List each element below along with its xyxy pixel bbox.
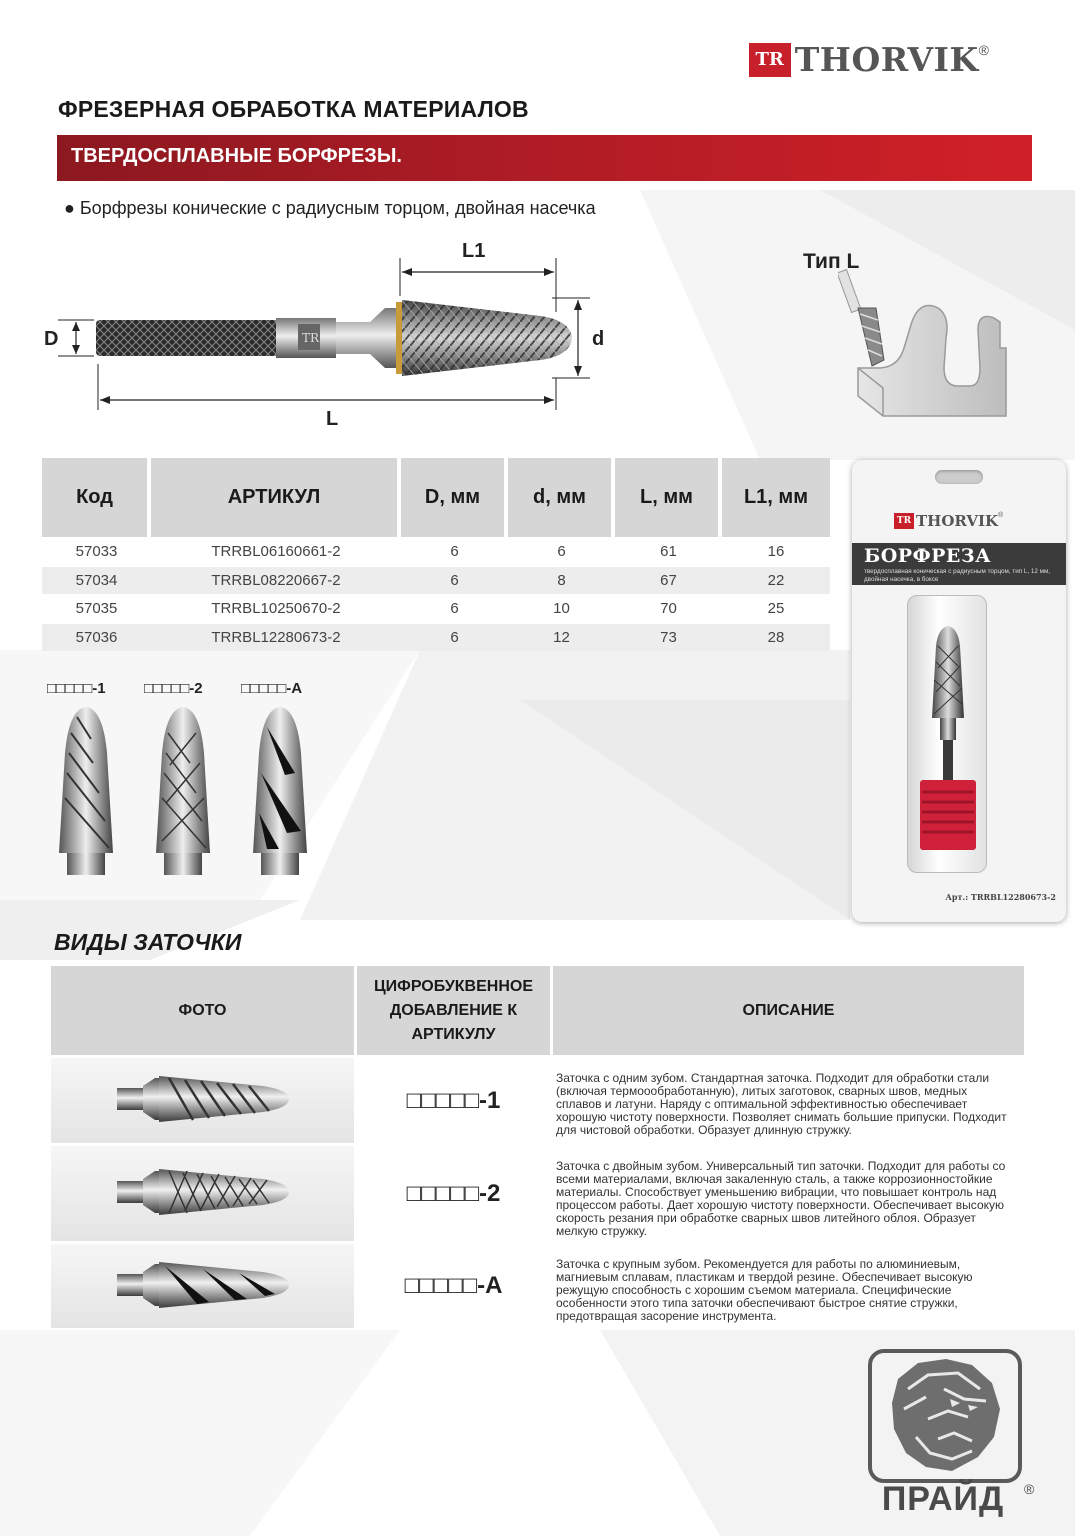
- tip-image-2: [148, 703, 218, 878]
- col-header-d: d, мм: [508, 458, 615, 537]
- tip-image-A: [245, 703, 315, 878]
- package-logo-mark: TR: [894, 513, 914, 529]
- cell-L1: 16: [722, 537, 830, 566]
- blister-window: [907, 595, 987, 873]
- cell-photo: [51, 1241, 357, 1328]
- burr-photo-single-cut: [113, 1068, 293, 1128]
- cell-L: 67: [615, 566, 722, 595]
- col-header-code-line1: ЦИФРОБУКВЕННОЕ: [373, 977, 534, 995]
- cell-code: 57035: [42, 594, 151, 623]
- cell-description: Заточка с двойным зубом. Универсальный тип заточки. Подходит для работы со всеми материалами, включая закаленную сталь, а также коррозионностойкие материалы. Способствует уменьшению вибрации, что повышает контроль над процессом работы. Дает хорошую чистоту поверхности. Обеспечивает высокую скорость резания при обработке сварных швов литейного облоя. Образует мелкую стружку.: [553, 1143, 1024, 1241]
- col-header-L: L, мм: [615, 458, 722, 537]
- cell-code: 57034: [42, 566, 151, 595]
- table-row: [51, 1143, 1024, 1241]
- col-header-description: ОПИСАНИЕ: [553, 966, 1024, 1055]
- cell-code: 57033: [42, 537, 151, 566]
- pride-logo: [868, 1349, 1035, 1518]
- cell-L: 73: [615, 623, 722, 652]
- cell-code-suffix: □□□□□-1: [357, 1055, 553, 1143]
- product-package: [852, 460, 1066, 922]
- burr-photo-double-cut: [113, 1161, 293, 1221]
- cell-D: 6: [401, 594, 508, 623]
- tip-label-2: □□□□□-2: [144, 680, 203, 697]
- col-header-article: АРТИКУЛ: [151, 458, 401, 537]
- type-l-illustration: [838, 268, 1018, 418]
- cell-photo: [51, 1143, 357, 1241]
- thorvik-logo-name: THORVIK: [794, 40, 979, 79]
- cell-d: 8: [508, 566, 615, 595]
- section-band: [57, 135, 1032, 181]
- cell-D: 6: [401, 537, 508, 566]
- product-description: ● Борфрезы конические с радиусным торцом, двойная насечка: [64, 198, 596, 218]
- package-logo-name: THORVIK: [916, 512, 999, 530]
- cell-article: TRRBL12280673-2: [151, 623, 401, 652]
- col-header-code-suffix: [357, 966, 553, 1055]
- cell-d: 6: [508, 537, 615, 566]
- col-header-D: D, мм: [401, 458, 508, 537]
- lion-emblem-icon: [868, 1349, 1022, 1483]
- svg-text:TR: TR: [302, 331, 320, 345]
- cell-L: 70: [615, 594, 722, 623]
- cell-L1: 25: [722, 594, 830, 623]
- packaged-burr-image: [908, 596, 988, 874]
- table-row: [42, 594, 830, 623]
- cell-L1: 22: [722, 566, 830, 595]
- col-header-code-line2: ДОБАВЛЕНИЕ К: [389, 1001, 518, 1019]
- table-row: [42, 537, 830, 566]
- table-row: [51, 1241, 1024, 1328]
- package-logo: [894, 512, 1003, 530]
- tip-variant-1: [47, 680, 121, 883]
- cell-article: TRRBL10250670-2: [151, 594, 401, 623]
- cell-d: 10: [508, 594, 615, 623]
- tip-label-A: □□□□□-A: [241, 680, 303, 697]
- cell-D: 6: [401, 623, 508, 652]
- spec-table: [42, 458, 830, 651]
- package-title-band: [852, 543, 1066, 585]
- cell-description: Заточка с крупным зубом. Рекомендуется для работы по алюминиевым, магниевым сплавам, пластикам и твердой резине. Обеспечивает высокую режущую способность с хорошим съемом материала. Специфические особенности этого типа заточки обеспечивают быстрое снятие стружки, предотвращая засорение инструмента.: [553, 1241, 1024, 1328]
- hang-hole: [935, 470, 983, 484]
- thorvik-logo-mark: TR: [749, 43, 791, 77]
- table-row: [51, 1055, 1024, 1143]
- col-header-code-line3: АРТИКУЛУ: [411, 1025, 496, 1043]
- tip-variant-A: [241, 680, 315, 883]
- cell-code-suffix: □□□□□-2: [357, 1143, 553, 1241]
- cell-article: TRRBL08220667-2: [151, 566, 401, 595]
- pride-logo-name: ПРАЙД: [881, 1480, 1005, 1518]
- page-title: ФРЕЗЕРНАЯ ОБРАБОТКА МАТЕРИАЛОВ: [58, 96, 529, 122]
- burr-drawing: [40, 238, 640, 438]
- dim-l1-label: L1: [462, 240, 486, 262]
- pride-registered-mark: ®: [1024, 1481, 1035, 1497]
- package-article: Арт.: TRRBL12280673-2: [945, 892, 1056, 902]
- cell-photo: [51, 1055, 357, 1143]
- type-label: Тип L: [803, 250, 860, 273]
- package-subtitle: твердосплавная коническая с радиусным торцом, тип L, 12 мм, двойная насечка, в боксе: [864, 568, 1051, 583]
- sharpening-table: [51, 966, 1024, 1328]
- dim-D-label: D: [44, 328, 59, 350]
- burr-photo-aluminum-cut: [113, 1254, 293, 1314]
- table-row: [42, 623, 830, 652]
- cell-D: 6: [401, 566, 508, 595]
- cell-description: Заточка с одним зубом. Стандартная заточка. Подходит для обработки стали (включая термоообработанную), литых заготовок, сварных швов, медных сплавов и латуни. Наряду с оптимальной эффективностью обеспечивает хорошую чистоту поверхности. Позволяет снимать большие припуски. Подходит для чистовой обработки. Образует длинную стружку.: [553, 1055, 1024, 1143]
- dim-d-label: d: [592, 328, 605, 350]
- sharpening-title: ВИДЫ ЗАТОЧКИ: [54, 929, 242, 955]
- package-registered-mark: ®: [998, 512, 1004, 519]
- package-title: БОРФРЕЗА: [864, 545, 992, 567]
- section-band-title: ТВЕРДОСПЛАВНЫЕ БОРФРЕЗЫ.: [71, 145, 402, 167]
- col-header-code: Код: [42, 458, 151, 537]
- cell-L1: 28: [722, 623, 830, 652]
- cell-d: 12: [508, 623, 615, 652]
- col-header-photo: ФОТО: [51, 966, 357, 1055]
- col-header-L1: L1, мм: [722, 458, 830, 537]
- table-row: [42, 566, 830, 595]
- tip-label-1: □□□□□-1: [47, 680, 106, 697]
- thorvik-logo: [749, 40, 989, 79]
- cell-code: 57036: [42, 623, 151, 652]
- dim-L-label: L: [326, 408, 339, 430]
- cell-L: 61: [615, 537, 722, 566]
- tip-variant-2: [144, 680, 218, 883]
- cell-code-suffix: □□□□□-A: [357, 1241, 553, 1328]
- tip-image-1: [51, 703, 121, 878]
- dimension-diagram: [40, 238, 640, 438]
- registered-mark: ®: [978, 42, 989, 58]
- cell-article: TRRBL06160661-2: [151, 537, 401, 566]
